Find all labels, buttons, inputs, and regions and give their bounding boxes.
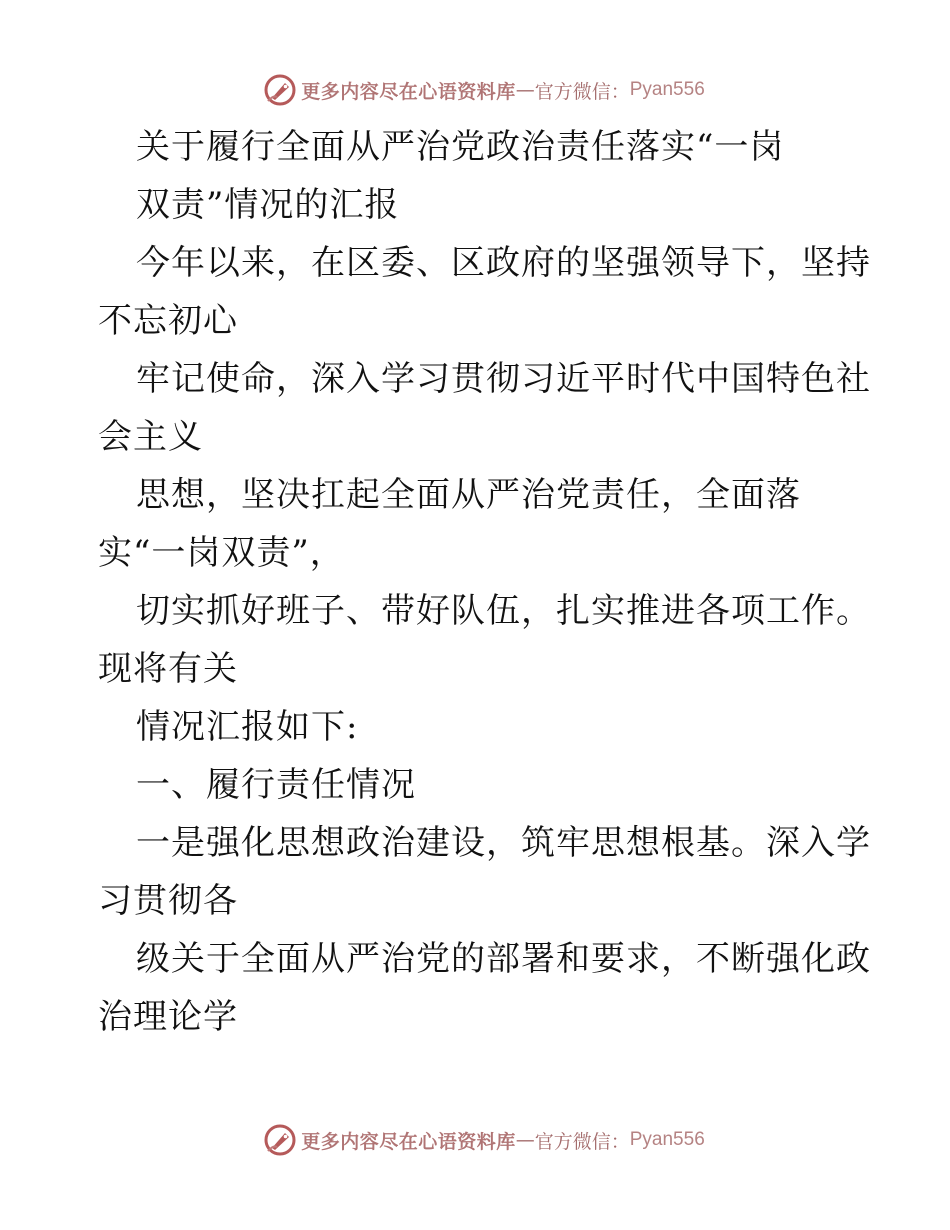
header-banner-wechat-id: Pyan556 bbox=[629, 79, 705, 100]
document-line: 习贯彻各 bbox=[98, 881, 238, 921]
footer-banner-content bbox=[263, 1123, 705, 1157]
document-line: 情况汇报如下: bbox=[136, 707, 359, 747]
document-line: 会主义 bbox=[98, 417, 203, 457]
document-line: 关于履行全面从严治党政治责任落实“一岗 bbox=[136, 127, 785, 167]
document-line: 思想，坚决扛起全面从严治党责任，全面落 bbox=[136, 475, 801, 515]
header-banner-title: 更多内容尽在心语资料库 bbox=[301, 80, 516, 103]
header-banner-label: 官方微信： bbox=[534, 80, 630, 103]
header-banner-content bbox=[263, 73, 705, 107]
footer-banner-dash: — bbox=[515, 1129, 535, 1151]
document-line: 现将有关 bbox=[98, 649, 238, 689]
document-line: 治理论学 bbox=[98, 997, 238, 1037]
document-line: 不忘初心 bbox=[98, 301, 238, 341]
footer-banner-label: 官方微信： bbox=[534, 1130, 630, 1153]
document-line: 双责”情况的汇报 bbox=[136, 185, 400, 225]
document-line: 今年以来，在区委、区政府的坚强领导下，坚持 bbox=[136, 243, 871, 283]
document-line: 切实抓好班子、带好队伍，扎实推进各项工作。 bbox=[136, 591, 871, 631]
header-banner-dash: — bbox=[515, 79, 535, 101]
footer-banner bbox=[0, 1120, 950, 1160]
footer-banner-wechat-id: Pyan556 bbox=[629, 1129, 705, 1150]
document-line: 一是强化思想政治建设，筑牢思想根基。深入学 bbox=[136, 823, 871, 863]
footer-banner-title: 更多内容尽在心语资料库 bbox=[301, 1130, 516, 1153]
pen-nib-logo-icon bbox=[263, 1123, 297, 1157]
document-body bbox=[98, 118, 871, 1046]
document-line: 牢记使命，深入学习贯彻习近平时代中国特色社 bbox=[136, 359, 871, 399]
document-line: 级关于全面从严治党的部署和要求，不断强化政 bbox=[136, 939, 871, 979]
section-heading: 一、履行责任情况 bbox=[136, 765, 416, 805]
pen-nib-logo-icon bbox=[263, 73, 297, 107]
header-banner bbox=[0, 70, 950, 110]
document-line: 实“一岗双责”， bbox=[98, 533, 345, 573]
